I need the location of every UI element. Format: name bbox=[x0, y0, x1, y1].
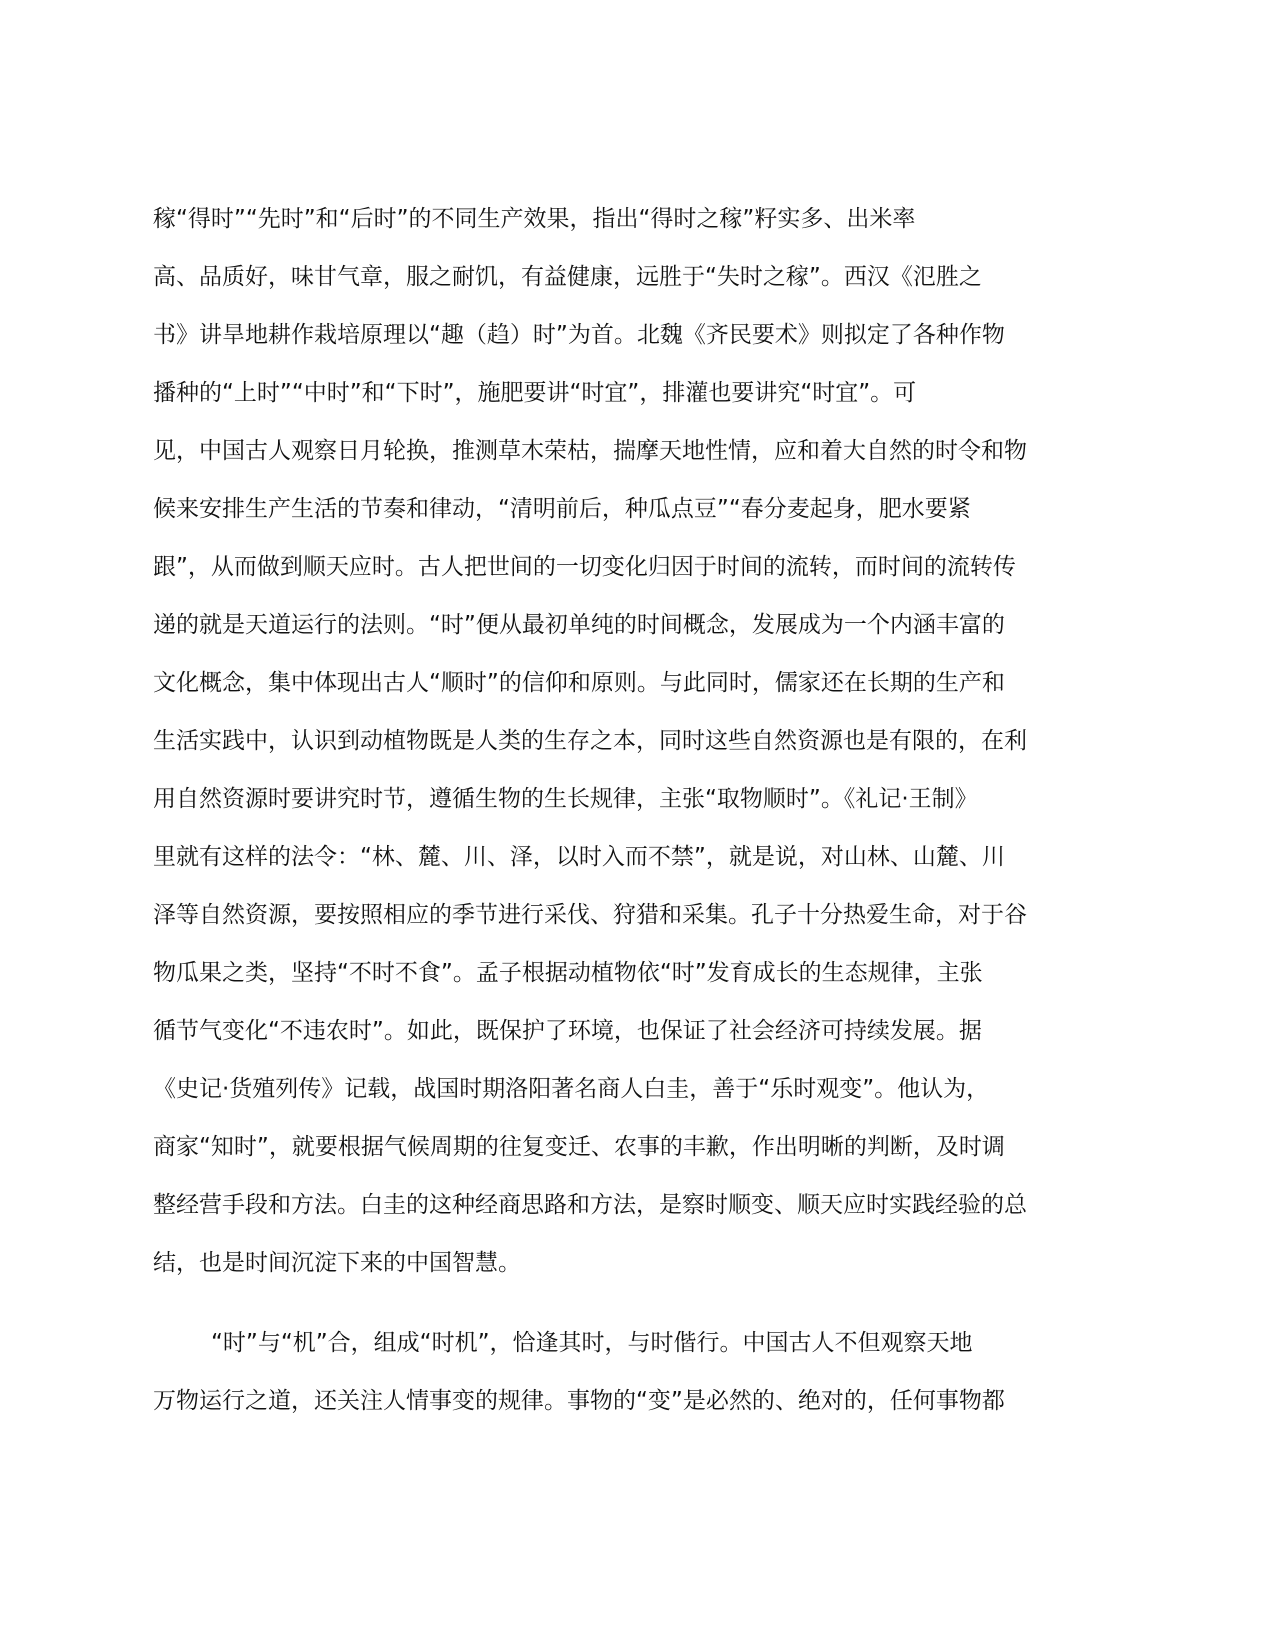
text-line: 文化概念，集中体现出古人“顺时”的信仰和原则。与此同时，儒家还在长期的生产和 bbox=[153, 670, 1005, 696]
text-line: 《史记·货殖列传》记载，战国时期洛阳著名商人白圭，善于“乐时观变”。他认为， bbox=[153, 1076, 990, 1102]
text-line: 商家“知时”，就要根据气候周期的往复变迁、农事的丰歉，作出明晰的判断，及时调 bbox=[153, 1134, 1005, 1160]
text-line: 播种的“上时”“中时”和“下时”，施肥要讲“时宜”，排灌也要讲究“时宜”。可 bbox=[153, 380, 917, 406]
text-line: 物瓜果之类，坚持“不时不食”。孟子根据动植物依“时”发育成长的生态规律，主张 bbox=[153, 960, 983, 986]
text-line: 书》讲旱地耕作栽培原理以“趣（趋）时”为首。北魏《齐民要术》则拟定了各种作物 bbox=[153, 322, 1005, 348]
text-line: 循节气变化“不违农时”。如此，既保护了环境，也保证了社会经济可持续发展。据 bbox=[153, 1018, 982, 1044]
paragraph-2 bbox=[153, 1314, 1123, 1430]
text-line: 用自然资源时要讲究时节，遵循生物的生长规律，主张“取物顺时”。《礼记·王制》 bbox=[153, 786, 978, 812]
text-line: “时”与“机”合，组成“时机”，恰逢其时，与时偕行。中国古人不但观察天地 bbox=[211, 1330, 973, 1356]
text-line: 递的就是天道运行的法则。“时”便从最初单纯的时间概念，发展成为一个内涵丰富的 bbox=[153, 612, 1005, 638]
paragraph-1 bbox=[153, 190, 1123, 1292]
text-line: 见，中国古人观察日月轮换，推测草木荣枯，揣摩天地性情，应和着大自然的时令和物 bbox=[153, 438, 1027, 464]
text-line: 结，也是时间沉淀下来的中国智慧。 bbox=[153, 1250, 521, 1276]
text-line: 稼“得时”“先时”和“后时”的不同生产效果，指出“得时之稼”籽实多、出米率 bbox=[153, 206, 916, 232]
text-line: 万物运行之道，还关注人情事变的规律。事物的“变”是必然的、绝对的，任何事物都 bbox=[153, 1388, 1005, 1414]
text-line: 整经营手段和方法。白圭的这种经商思路和方法，是察时顺变、顺天应时实践经验的总 bbox=[153, 1192, 1027, 1218]
text-line: 高、品质好，味甘气章，服之耐饥，有益健康，远胜于“失时之稼”。西汉《氾胜之 bbox=[153, 264, 982, 290]
text-line: 候来安排生产生活的节奏和律动，“清明前后，种瓜点豆”“春分麦起身，肥水要紧 bbox=[153, 496, 971, 522]
text-line: 泽等自然资源，要按照相应的季节进行采伐、狩猎和采集。孔子十分热爱生命，对于谷 bbox=[153, 902, 1027, 928]
text-line: 跟”，从而做到顺天应时。古人把世间的一切变化归因于时间的流转，而时间的流转传 bbox=[153, 554, 1016, 580]
text-line: 生活实践中，认识到动植物既是人类的生存之本，同时这些自然资源也是有限的，在利 bbox=[153, 728, 1027, 754]
text-line: 里就有这样的法令：“林、麓、川、泽，以时入而不禁”，就是说，对山林、山麓、川 bbox=[153, 844, 1005, 870]
